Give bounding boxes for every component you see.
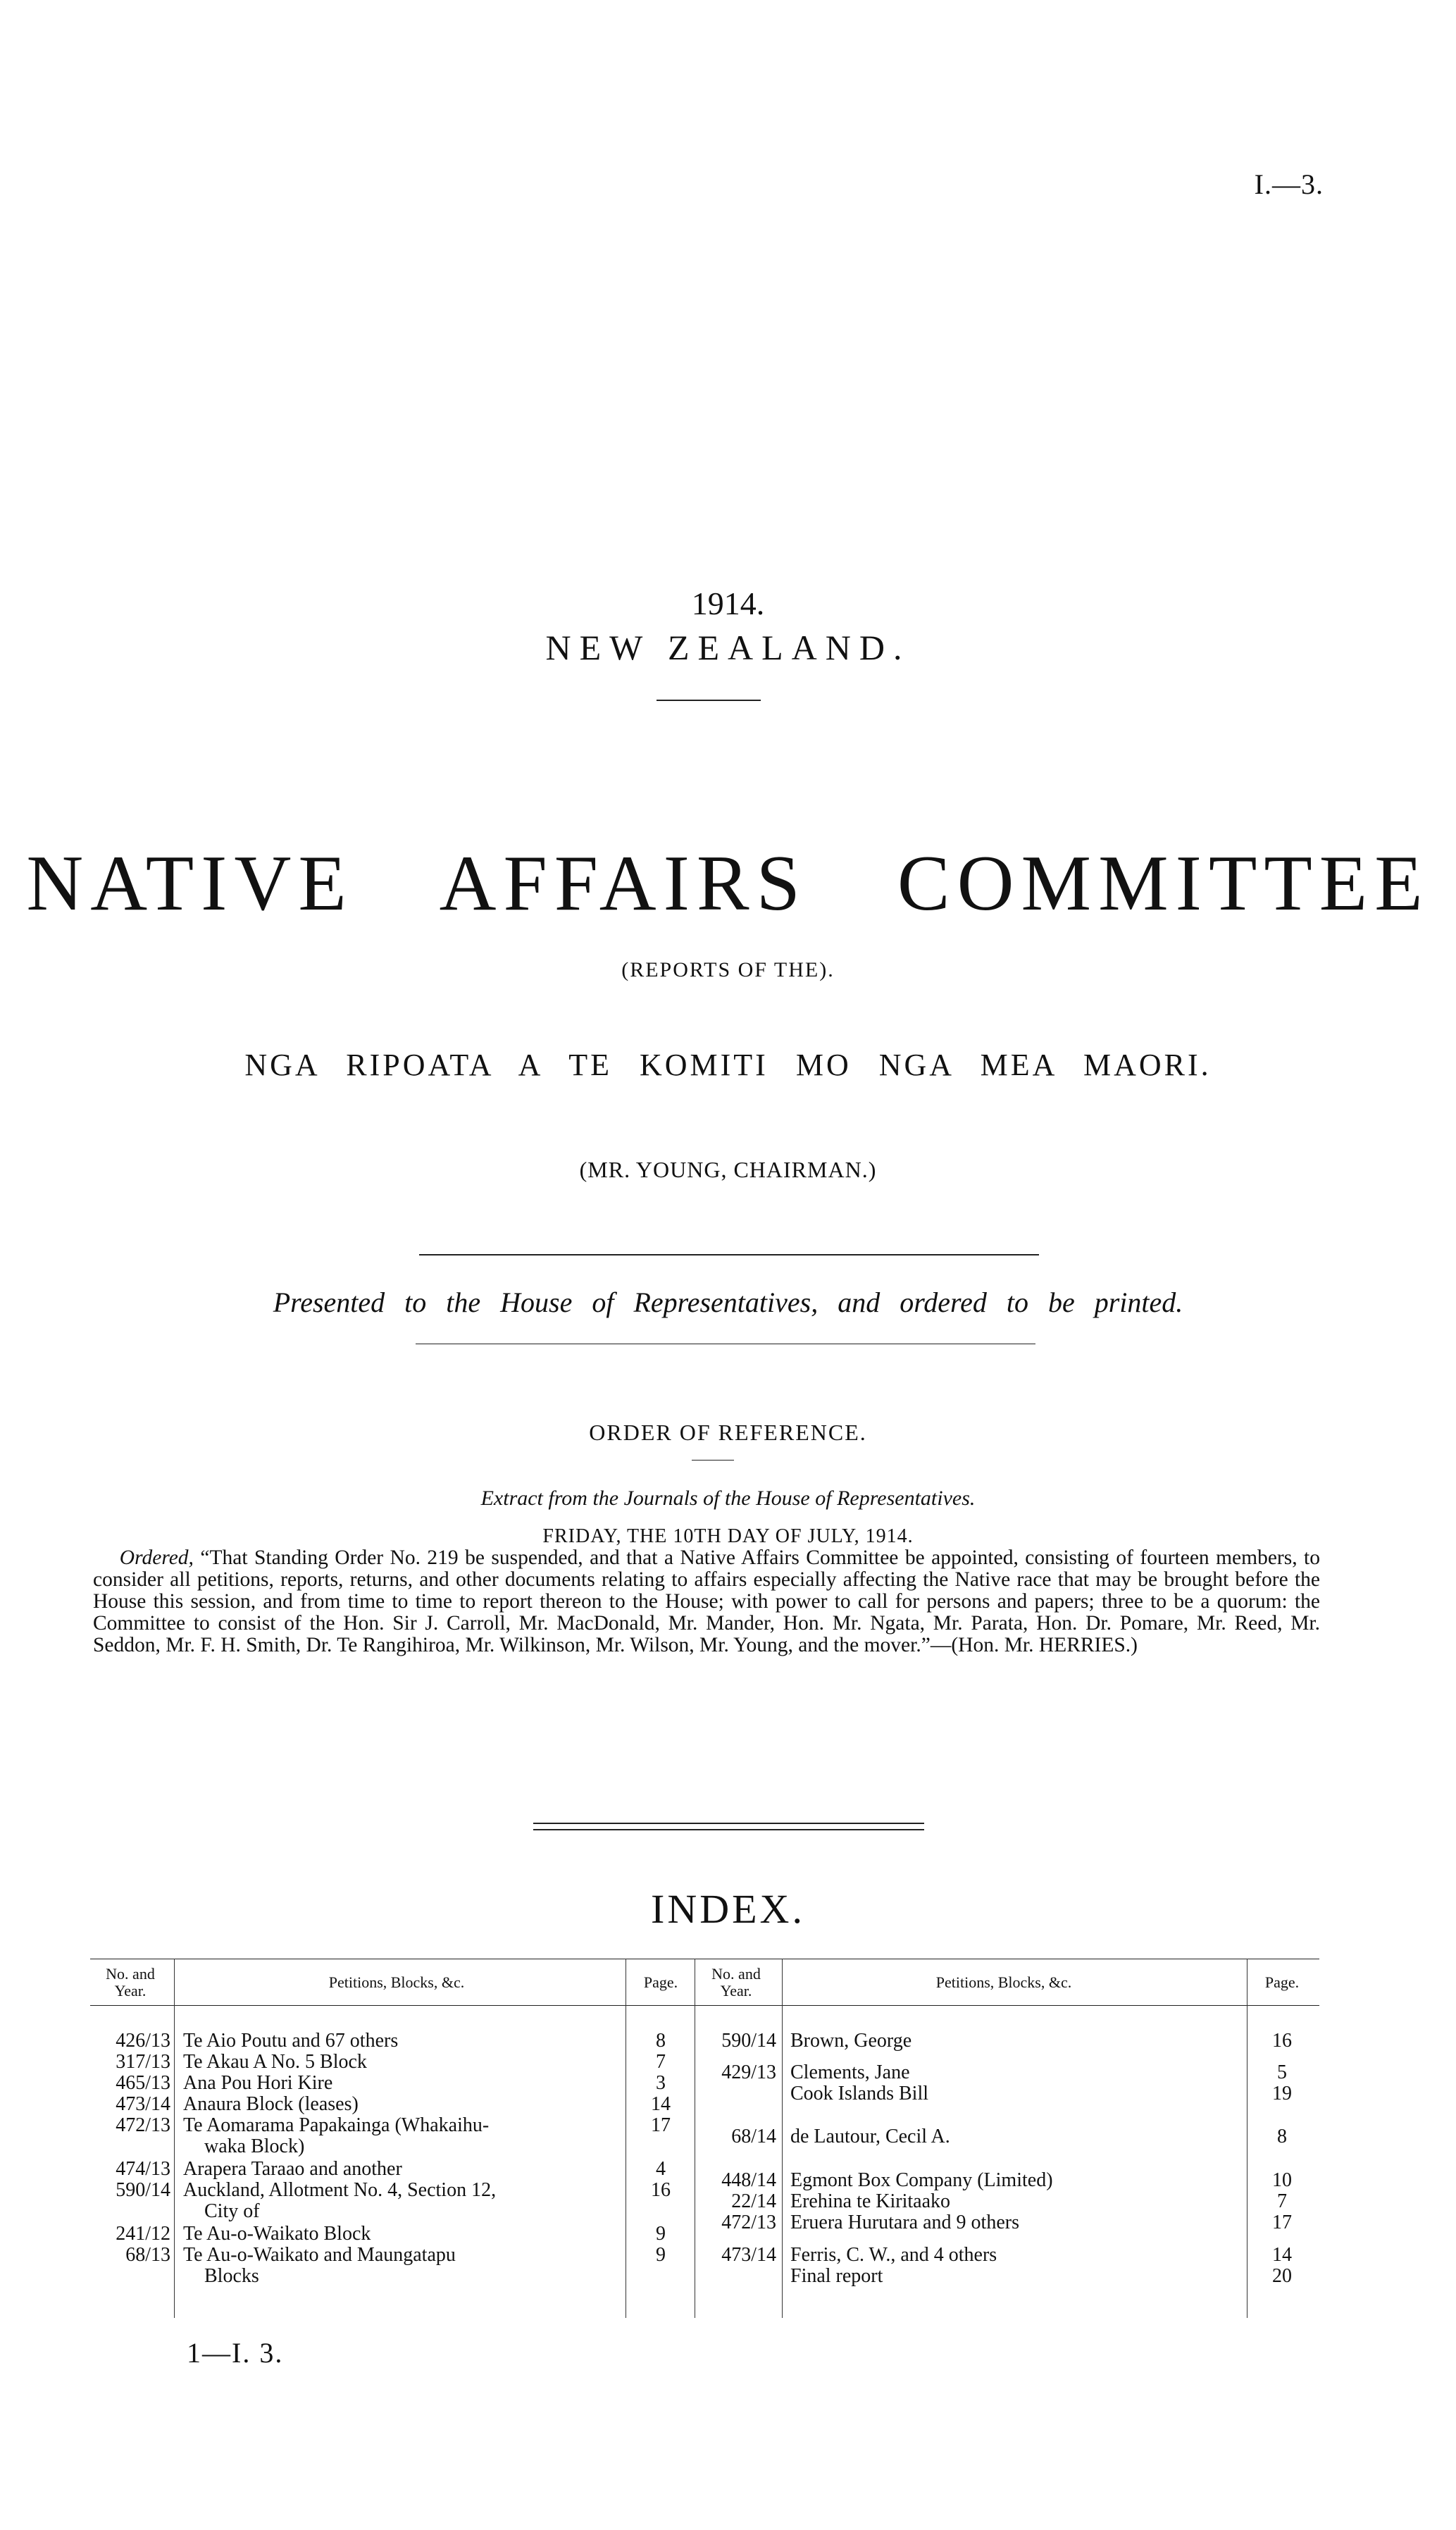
index-entry: Te Akau A No. 5 Block (183, 2051, 367, 2073)
table-header-rule (90, 2005, 1319, 2006)
index-page: 9 (656, 2244, 666, 2266)
index-no: 473/14 (721, 2244, 776, 2266)
index-page: 7 (1277, 2190, 1287, 2212)
index-entry: Eruera Hurutara and 9 others (790, 2212, 1019, 2233)
presented-line: Presented to the House of Representatives, and ordered to be printed. (273, 1286, 1183, 1318)
index-no: 426/13 (116, 2030, 170, 2052)
index-entry-cont: City of (204, 2200, 260, 2222)
page-subtitle: (REPORTS OF THE). (621, 958, 835, 981)
index-no: 68/14 (731, 2126, 776, 2147)
index-entry: Te Aomarama Papakainga (Whakaihu- (183, 2114, 490, 2136)
index-page: 8 (1277, 2126, 1287, 2147)
index-entry: Auckland, Allotment No. 4, Section 12, (183, 2179, 497, 2201)
header-no-year: No. and Year. (106, 1965, 155, 1999)
country-heading: NEW ZEALAND. (545, 628, 911, 667)
order-of-reference-heading: ORDER OF REFERENCE. (589, 1420, 867, 1445)
divider (692, 1460, 734, 1461)
index-page: 17 (1272, 2212, 1292, 2233)
index-no: 448/14 (721, 2169, 776, 2191)
ordered-word: Ordered, (119, 1546, 194, 1569)
index-page: 16 (651, 2179, 671, 2201)
index-page: 4 (656, 2158, 666, 2180)
index-no: 68/13 (125, 2244, 170, 2266)
header-petitions: Petitions, Blocks, &c. (328, 1973, 465, 1991)
header-petitions: Petitions, Blocks, &c. (935, 1973, 1072, 1991)
index-entry: Cook Islands Bill (790, 2083, 929, 2104)
index-page: 8 (656, 2030, 666, 2052)
index-page: 19 (1272, 2083, 1292, 2104)
divider (419, 1254, 1039, 1255)
index-entry: Ana Pou Hori Kire (183, 2072, 333, 2094)
index-no: 474/13 (116, 2158, 170, 2180)
index-title: INDEX. (651, 1886, 805, 1932)
index-page: 7 (656, 2051, 666, 2073)
index-no: 465/13 (116, 2072, 170, 2094)
index-entry: de Lautour, Cecil A. (790, 2126, 950, 2147)
index-page: 3 (656, 2072, 666, 2094)
header-no-year: No. and Year. (711, 1965, 761, 1999)
index-entry: Egmont Box Company (Limited) (790, 2169, 1053, 2191)
index-entry: Arapera Taraao and another (183, 2158, 402, 2180)
index-entry: Final report (790, 2265, 883, 2287)
index-entry: Anaura Block (leases) (183, 2093, 359, 2115)
index-entry: Te Au-o-Waikato Block (183, 2223, 371, 2245)
chairman-line: (MR. YOUNG, CHAIRMAN.) (579, 1157, 877, 1182)
index-no: 590/14 (116, 2179, 170, 2201)
index-entry: Erehina te Kiritaako (790, 2190, 951, 2212)
index-no: 241/12 (116, 2223, 170, 2245)
index-page: 17 (651, 2114, 671, 2136)
index-entry: Ferris, C. W., and 4 others (790, 2244, 997, 2266)
header-page: Page. (1264, 1973, 1300, 1991)
index-entry: Te Au-o-Waikato and Maungatapu (183, 2244, 456, 2266)
double-rule (533, 1823, 924, 1824)
double-rule (533, 1829, 924, 1830)
extract-line: Extract from the Journals of the House of Representatives. (480, 1487, 976, 1510)
index-page: 16 (1272, 2030, 1292, 2052)
index-no: 590/14 (721, 2030, 776, 2052)
index-no: 472/13 (721, 2212, 776, 2233)
maori-title: NGA RIPOATA A TE KOMITI MO NGA MEA MAORI. (244, 1048, 1212, 1082)
index-page: 14 (1272, 2244, 1292, 2266)
document-year: 1914. (691, 585, 765, 621)
footer-signature: 1—I. 3. (187, 2337, 284, 2369)
index-page: 5 (1277, 2061, 1287, 2083)
date-line: FRIDAY, THE 10TH DAY OF JULY, 1914. (542, 1525, 914, 1547)
order-paragraph (93, 1547, 1320, 1656)
order-text: “That Standing Order No. 219 be suspended, and that a Native Affairs Committee be appointed, consisting of fourteen members, to consider all petitions, reports, returns, and other documents relating to affairs especially affecting the Native race that may be brought before the House this session, and from time to time to report thereon to the House; with power to call for persons and papers; three to be a quorum: the Committee to consist of the Hon. Sir J. Carroll, Mr. MacDonald, Mr. Mander, Hon. Mr. Ngata, Mr. Parata, Hon. Dr. Pomare, Mr. Reed, Mr. Seddon, Mr. F. H. Smith, Dr. Te Rangihiroa, Mr. Wilkinson, Mr. Wilson, Mr. Young, and the mover.”—(Hon. Mr. HERRIES.) (93, 1546, 1321, 1656)
index-no: 473/14 (116, 2093, 170, 2115)
divider (657, 700, 761, 701)
index-page: 9 (656, 2223, 666, 2245)
header-page: Page. (643, 1973, 678, 1991)
index-entry-cont: waka Block) (204, 2135, 305, 2157)
index-no: 22/14 (731, 2190, 776, 2212)
index-no: 472/13 (116, 2114, 170, 2136)
index-entry: Te Aio Poutu and 67 others (183, 2030, 399, 2052)
index-entry: Brown, George (790, 2030, 912, 2052)
index-no: 317/13 (116, 2051, 170, 2073)
document-code: I.—3. (1254, 168, 1324, 200)
page-title: NATIVE AFFAIRS COMMITTEE (26, 840, 1430, 927)
index-page: 10 (1272, 2169, 1292, 2191)
index-no: 429/13 (721, 2061, 776, 2083)
column-rule (174, 1959, 175, 2318)
index-page: 14 (651, 2093, 671, 2115)
index-page: 20 (1272, 2265, 1292, 2287)
column-rule (782, 1959, 783, 2318)
index-entry: Clements, Jane (790, 2061, 910, 2083)
index-entry-cont: Blocks (204, 2265, 259, 2287)
